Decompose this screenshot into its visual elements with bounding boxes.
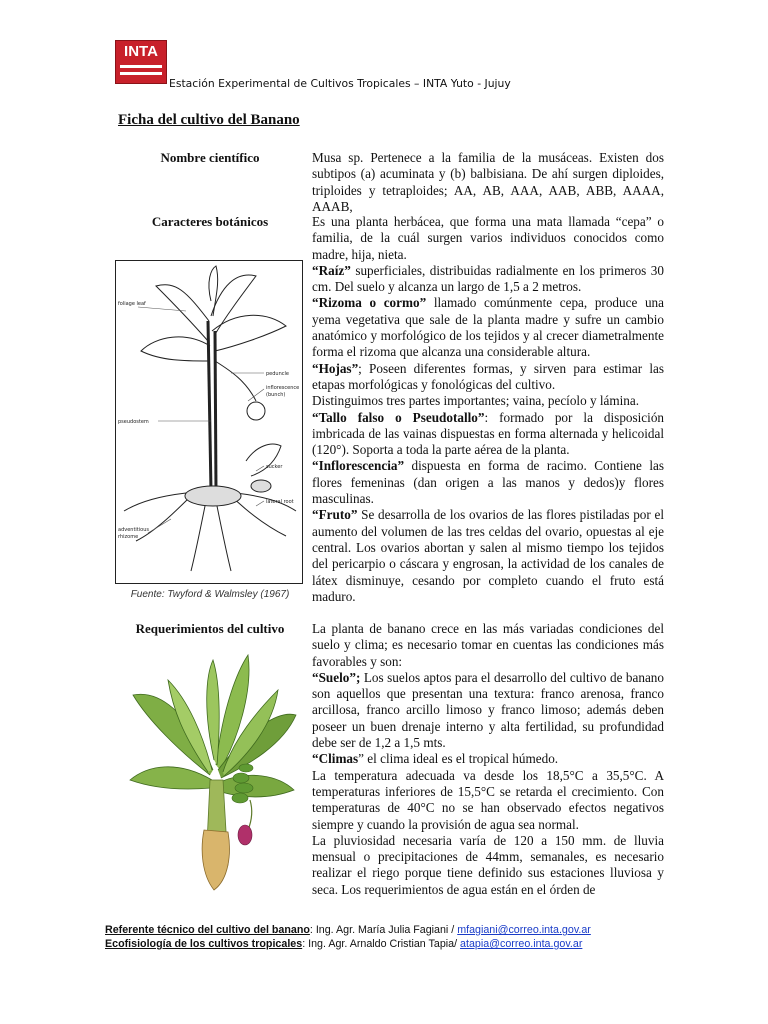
footer-referente-text: : Ing. Agr. María Julia Fagiani / — [309, 924, 458, 936]
station-name: Estación Experimental de Cultivos Tropicales – INTA Yuto - Jujuy — [169, 77, 511, 90]
fig-label-inflorescence: inflorescence — [266, 385, 300, 391]
requerimientos-text — [312, 621, 664, 898]
inflorescencia-heading: “Inflorescencia” — [312, 458, 405, 474]
diagram-drawing — [116, 261, 302, 583]
footer-email-tapia[interactable]: atapia@correo.inta.gov.ar — [460, 938, 583, 950]
hojas-text: ; Poseen diferentes formas, y sirven para estimar las etapas morfológicas y fonológicas del cultivo. — [312, 360, 664, 392]
label-caracteres-botanicos: Caracteres botánicos — [151, 214, 269, 229]
nombre-paragraph: Musa sp. Pertenece a la familia de la musáceas. Existen dos subtipos (a) acuminata y (b) balbisiana. De ahí surgen diploides, triploides y tetraploides; AA, AB, AAA, AAB, ABB, AAAA, AAAB, — [312, 150, 664, 214]
label-requerimientos: Requerimientos del cultivo — [135, 621, 285, 636]
footer-line-referente — [105, 923, 591, 937]
footer-line-ecofisiologia — [105, 937, 591, 951]
suelo-paragraph — [312, 670, 664, 751]
climas-paragraph — [312, 751, 664, 767]
fig-label-adventitious: adventitious — [118, 527, 149, 533]
requerimientos-intro: La planta de banano crece en las más variadas condiciones del suelo y clima; es necesario tomar en cuentas las condiciones más favorables y son: — [312, 621, 664, 669]
raiz-text: superficiales, distribuidas radialmente en los primeros 30 cm. Del suelo y alcanza un largo de 1,5 a 2 metros. — [312, 262, 664, 295]
suelo-heading: “Suelo”; — [312, 669, 361, 685]
fig-label-bunch: (bunch) — [266, 392, 286, 398]
fruto-paragraph — [312, 507, 664, 605]
climas-text: ” el clima ideal es el tropical húmedo. — [358, 751, 559, 767]
fig-label-lateral-root: lateral root — [266, 499, 294, 505]
page-footer — [105, 923, 591, 951]
inflorescencia-paragraph — [312, 458, 664, 507]
fig-label-sucker: sucker — [266, 464, 283, 470]
fig-label-pseudostem: pseudostem — [118, 419, 149, 425]
climas-heading: “Climas — [312, 751, 359, 767]
plant-drawing — [128, 650, 298, 900]
rizoma-text: llamado comúnmente cepa, produce una yema vegetativa que sale de la planta madre y sufre un cambio anatómico y morfológico de los tejidos y al crecer diametralmente forma el rizoma que alcanza una considerable altura. — [312, 295, 665, 360]
lluvia-paragraph: La pluviosidad necesaria varía de 120 a 150 mm. de lluvia mensual o precipitaciones de 44mm, semanales, es necesario realizar el riego porque tiene definido sus estaciones lluviosa y seca. Los requerimientos de agua están en el órden de — [312, 832, 664, 897]
hojas-heading: “Hojas” — [312, 360, 359, 376]
banana-botanical-diagram — [115, 260, 303, 584]
footer-ecofisiologia-label: Ecofisiología de los cultivos tropicales — [105, 938, 303, 950]
document-title: Ficha del cultivo del Banano — [118, 112, 300, 128]
rizoma-paragraph — [312, 295, 664, 360]
fruto-heading: “Fruto” — [312, 507, 358, 523]
page-header — [115, 40, 655, 100]
caracteres-text — [312, 214, 664, 605]
fruto-text: Se desarrolla de los ovarios de las flores pistiladas por el aumento del volumen de las tres celdas del ovario, opuestas al eje central. Los ovarios abortan y salen al mismo tiempo los tejidos del pericarpio o cáscara y engrosan, la actividad de los canales de látex disminuye, cesando por completo cuando el fruto está maduro. — [312, 507, 664, 604]
logo-stripe — [120, 72, 162, 75]
fig-label-rhizome: rhizome — [118, 534, 139, 540]
nombre-cientifico-text — [312, 150, 664, 215]
logo-text: INTA — [124, 43, 158, 60]
footer-ecofisiologia-text: : Ing. Agr. Arnaldo Cristian Tapia/ — [302, 938, 461, 950]
tallo-text: : formado por la disposición imbricada de las vainas dispuestas en forma alternada y helicoidal (120°). Soporta a toda la parte aérea de la planta. — [312, 409, 665, 458]
caracteres-intro: Es una planta herbácea, que forma una mata llamada “cepa” o familia, de la cuál surgen varios individuos conocidos como madre, hija, nieta. — [312, 214, 664, 262]
fig-label-peduncle: peduncle — [266, 371, 289, 377]
banana-plant-illustration — [128, 650, 298, 900]
raiz-heading: “Raíz” — [312, 262, 351, 278]
tallo-heading: “Tallo falso o Pseudotallo” — [312, 409, 485, 425]
inflorescencia-text: dispuesta en forma de racimo. Contiene las flores femeninas (dan origen a las manos y dedos)y flores masculinas. — [312, 458, 664, 507]
raiz-paragraph — [312, 263, 664, 296]
rizoma-heading: “Rizoma o cormo” — [312, 295, 427, 311]
temperatura-paragraph: La temperatura adecuada va desde los 18,5°C a 35,5°C. A temperaturas inferiores de 15,5°C se retarda el crecimiento. Con temperaturas de 40°C no se han observado efectos negativos siempre y cuando la provisión de agua sea normal. — [312, 767, 664, 832]
hojas-paragraph — [312, 361, 664, 394]
partes-paragraph: Distinguimos tres partes importantes; vaina, pecíolo y lámina. — [312, 393, 640, 409]
footer-email-fagiani[interactable]: mfagiani@correo.inta.gov.ar — [457, 924, 591, 936]
inta-logo — [115, 40, 167, 84]
logo-stripe — [120, 65, 162, 68]
suelo-text: Los suelos aptos para el desarrollo del cultivo de banano son aquellos que presentan una textura: franco arenosa, franco arcillosa, franco arcillo limoso y franco limoso; además deben poseer un buen drenaje interno y alta fertilidad, su profundidad debe ser de 1,2 a 1,5 mts. — [312, 669, 664, 751]
tallo-paragraph — [312, 410, 664, 459]
figure-caption: Fuente: Twyford & Walmsley (1967) — [130, 589, 290, 600]
label-nombre-cientifico: Nombre científico — [160, 150, 260, 165]
footer-referente-label: Referente técnico del cultivo del banano — [105, 924, 310, 936]
fig-label-foliage-leaf: foliage leaf — [118, 301, 146, 307]
